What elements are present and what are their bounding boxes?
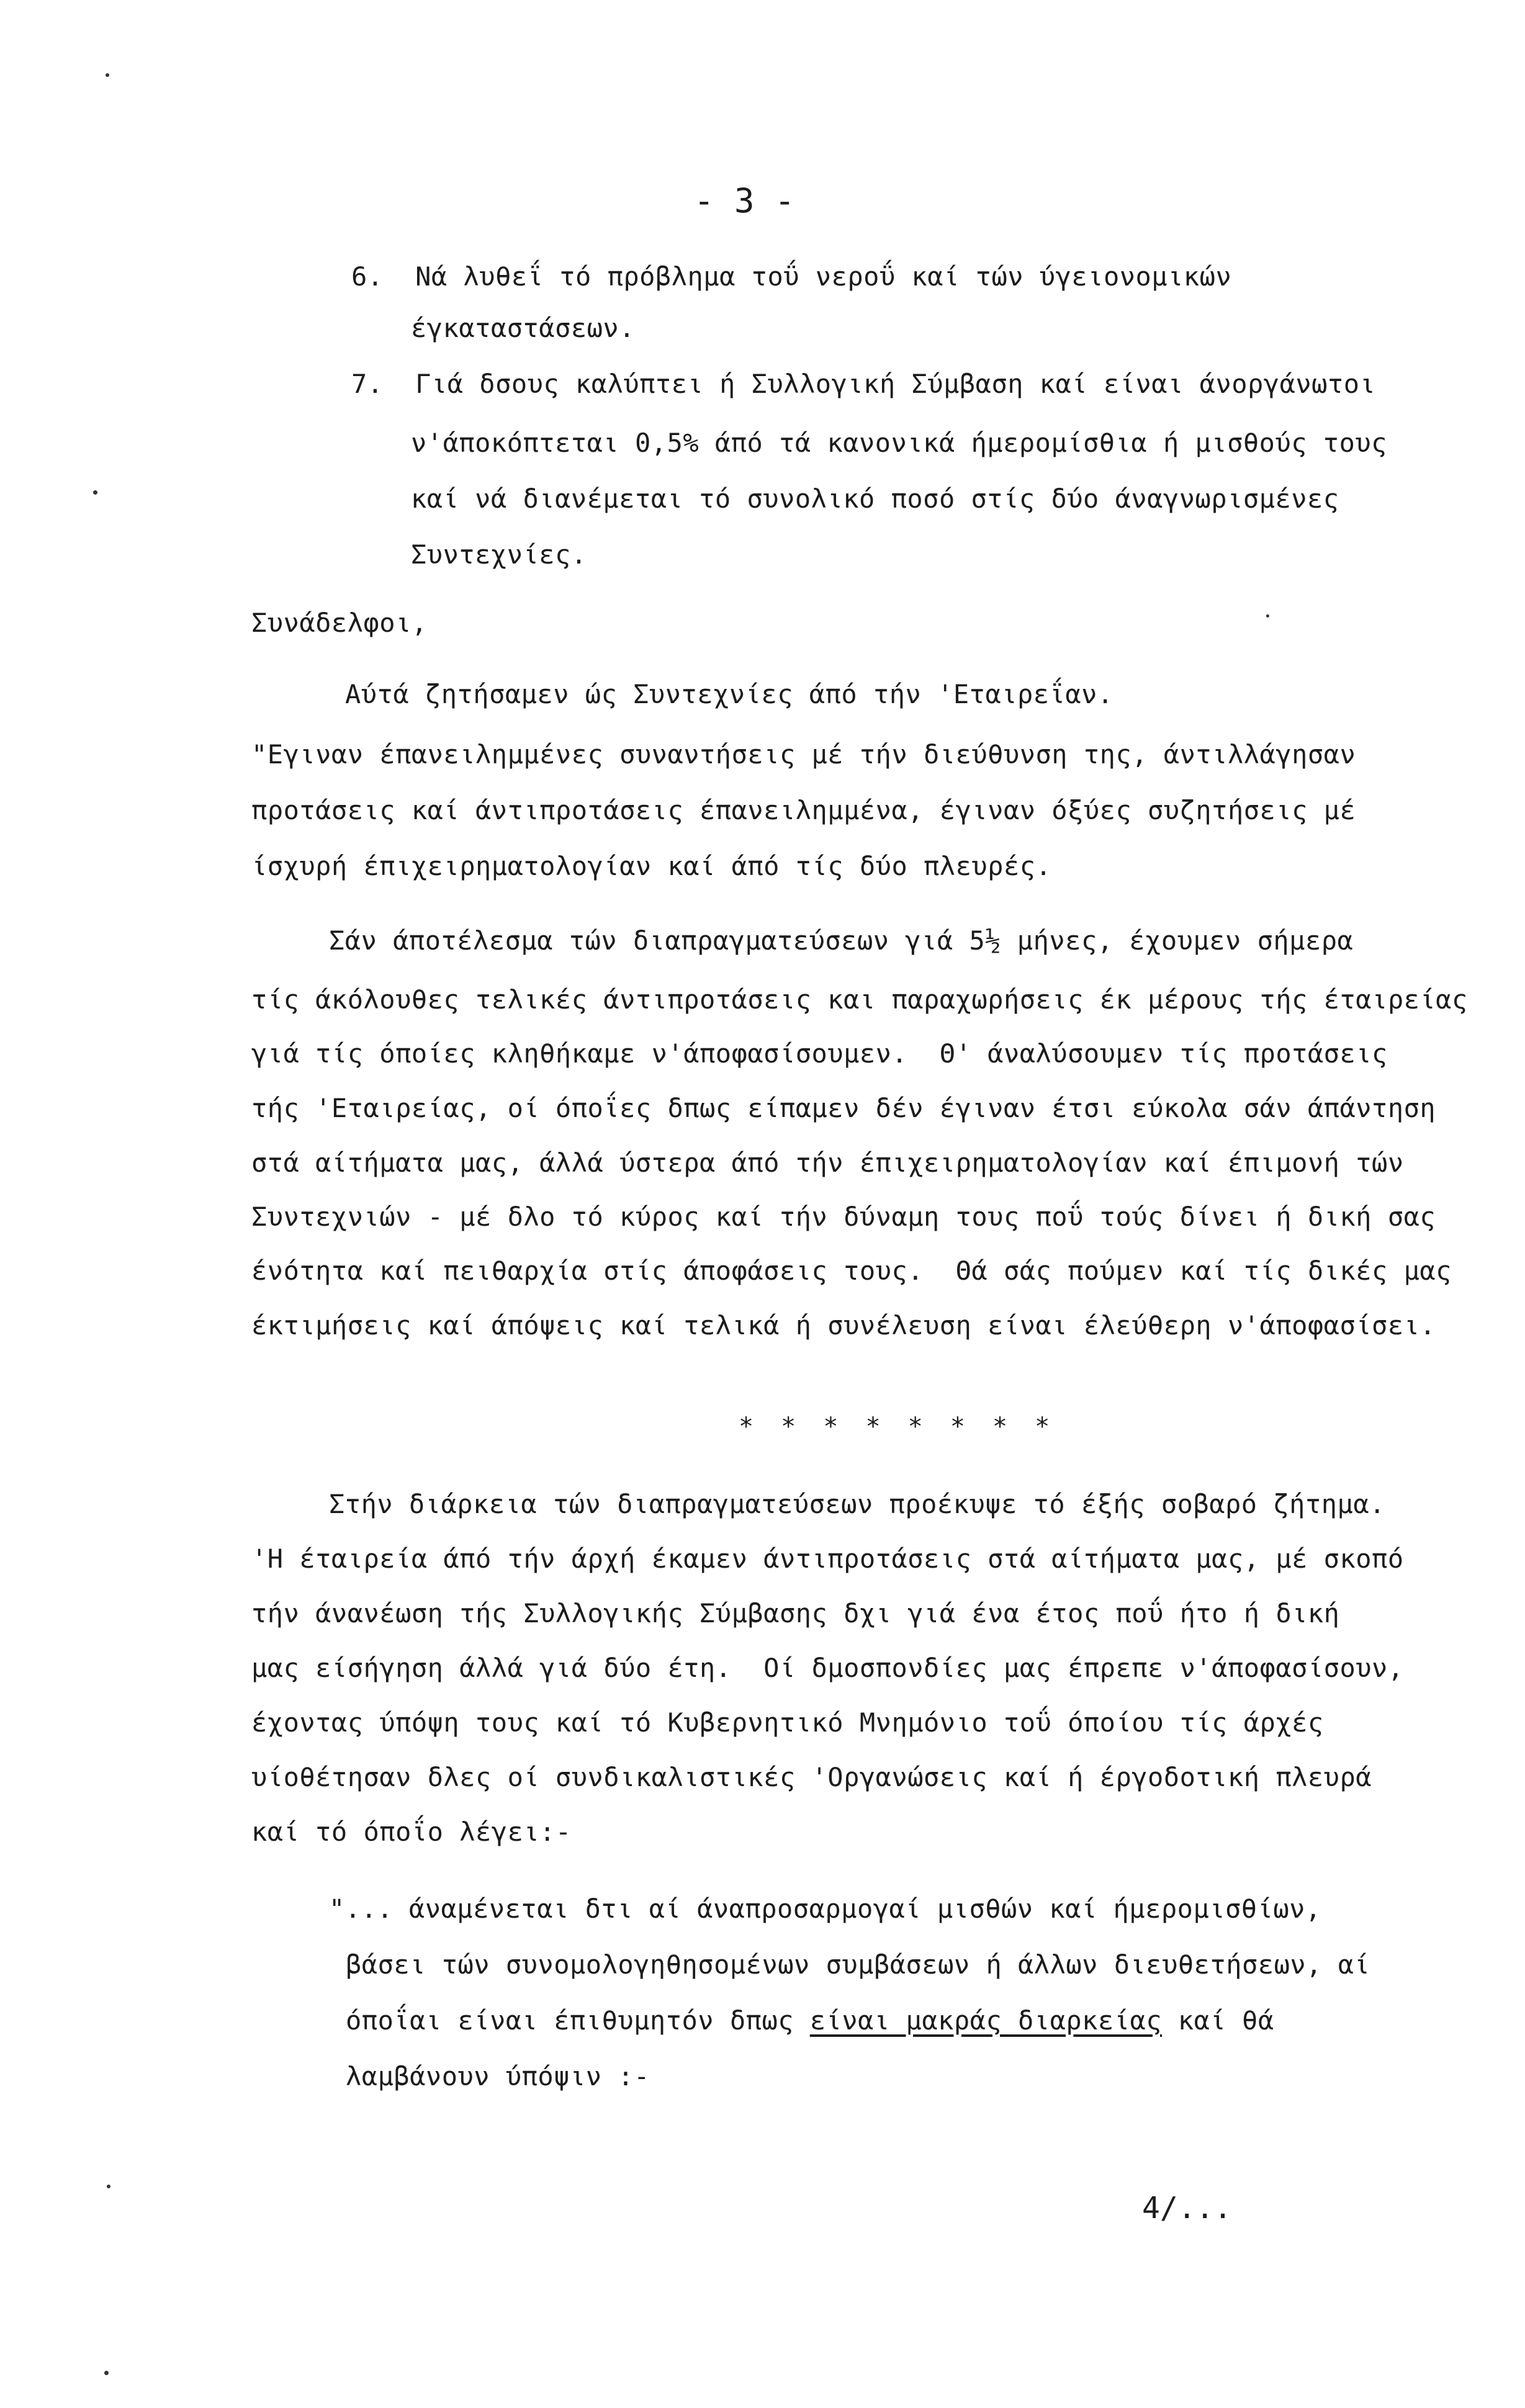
- para2-line-2: τίς άκόλουθες τελικές άντιπροτάσεις και παραχωρήσεις έκ μέρους τής έταιρείας: [251, 984, 1468, 1015]
- para2-line-4: τής 'Εταιρείας, οί όποΐες δπως είπαμεν δέν έγιναν έτσι εύκολα σάν άπάντηση: [251, 1093, 1436, 1123]
- item-7-line-1: 7. Γιά δσους καλύπτει ή Συλλογική Σύμβαση καί είναι άνοργάνωτοι: [351, 369, 1376, 399]
- item-6-line-1: 6. Νά λυθεΐ τό πρόβλημα τοΰ νεροΰ καί τών ύγειονομικών: [351, 261, 1232, 292]
- para1-line-1: Αύτά ζητήσαμεν ώς Συντεχνίες άπό τήν 'Εταιρεΐαν.: [345, 679, 1113, 709]
- quote-line-2: βάσει τών συνομολογηθησομένων συμβάσεων ή άλλων διευθετήσεων, αί: [346, 1949, 1370, 1980]
- salutation: Συνάδελφοι,: [251, 608, 428, 638]
- scan-speck: [93, 490, 97, 495]
- para3-line-4: μας είσήγηση άλλά γιά δύο έτη. Οί δμοσπονδίες μας έπρεπε ν'άποφασίσουν,: [251, 1653, 1404, 1683]
- scan-speck: [104, 2371, 109, 2375]
- para2-line-7: ένότητα καί πειθαρχία στίς άποφάσεις τους. Θά σάς πούμεν καί τίς δικές μας: [251, 1256, 1452, 1286]
- quote-line-4: λαμβάνουν ύπόψιν :-: [346, 2061, 650, 2091]
- quote-line-3-end: καί θά: [1162, 2005, 1274, 2036]
- scan-speck: [107, 2185, 110, 2188]
- para3-line-2: 'Η έταιρεία άπό τήν άρχή έκαμεν άντιπροτάσεις στά αίτήματα μας, μέ σκοπό: [251, 1543, 1404, 1574]
- para3-line-1: Στήν διάρκεια τών διαπραγματεύσεων προέκυψε τό έξής σοβαρό ζήτημα.: [329, 1489, 1385, 1519]
- para2-line-5: στά αίτήματα μας, άλλά ύστερα άπό τήν έπιχειρηματολογίαν καί έπιμονή τών: [251, 1148, 1404, 1178]
- quote-line-3-start: όποΐαι είναι έπιθυμητόν δπως: [346, 2005, 810, 2036]
- para3-line-6: υίοθέτησαν δλες οί συνδικαλιστικές 'Οργανώσεις καί ή έργοδοτική πλευρά: [251, 1762, 1372, 1792]
- asterisk-separator: * * * * * * * *: [739, 1413, 1056, 1441]
- item-7-line-2: ν'άποκόπτεται 0,5% άπό τά κανονικά ήμερομίσθια ή μισθούς τους: [411, 428, 1387, 458]
- quote-line-1: "... άναμένεται δτι αί άναπροσαρμογαί μισθών καί ήμερομισθίων,: [329, 1894, 1321, 1924]
- para1-line-4: ίσχυρή έπιχειρηματολογίαν καί άπό τίς δύο πλευρές.: [251, 851, 1052, 881]
- underlined-phrase: είναι μακράς διαρκείας: [809, 2005, 1163, 2036]
- item-7-line-4: Συντεχνίες.: [411, 539, 587, 570]
- item-6-line-2: έγκαταστάσεων.: [411, 313, 636, 343]
- para2-line-6: Συντεχνιών - μέ δλο τό κύρος καί τήν δύναμη τους ποΰ τούς δίνει ή δική σας: [251, 1202, 1436, 1232]
- scan-speck: [1266, 614, 1269, 618]
- quote-line-3: [346, 2005, 1274, 2037]
- para2-line-1: Σάν άποτέλεσμα τών διαπραγματεύσεων γιά 5½ μήνες, έχουμεν σήμερα: [329, 925, 1354, 956]
- para2-line-8: έκτιμήσεις καί άπόψεις καί τελικά ή συνέλευση είναι έλεύθερη ν'άποφασίσει.: [251, 1310, 1436, 1341]
- para3-line-7: καί τό όποΐο λέγει:-: [251, 1817, 572, 1847]
- para1-line-2: "Εγιναν έπανειλημμένες συναντήσεις μέ τήν διεύθυνση της, άντιλλάγησαν: [251, 739, 1356, 770]
- item-7-line-3: καί νά διανέμεται τό συνολικό ποσό στίς δύο άναγνωρισμένες: [411, 483, 1339, 514]
- para3-line-3: τήν άνανέωση τής Συλλογικής Σύμβασης δχι γιά ένα έτος ποΰ ήτο ή δική: [251, 1598, 1340, 1629]
- para2-line-3: γιά τίς όποίες κληθήκαμε ν'άποφασίσουμεν. Θ' άναλύσουμεν τίς προτάσεις: [251, 1038, 1388, 1069]
- para3-line-5: έχοντας ύπόψη τους καί τό Κυβερνητικό Μνημόνιο τοΰ όποίου τίς άρχές: [251, 1707, 1324, 1738]
- para1-line-3: προτάσεις καί άντιπροτάσεις έπανειλημμένα, έγιναν όξύες συζητήσεις μέ: [251, 795, 1356, 825]
- continuation-mark: 4/...: [1142, 2191, 1232, 2226]
- scan-speck: [106, 73, 109, 77]
- page-number: - 3 -: [694, 181, 795, 220]
